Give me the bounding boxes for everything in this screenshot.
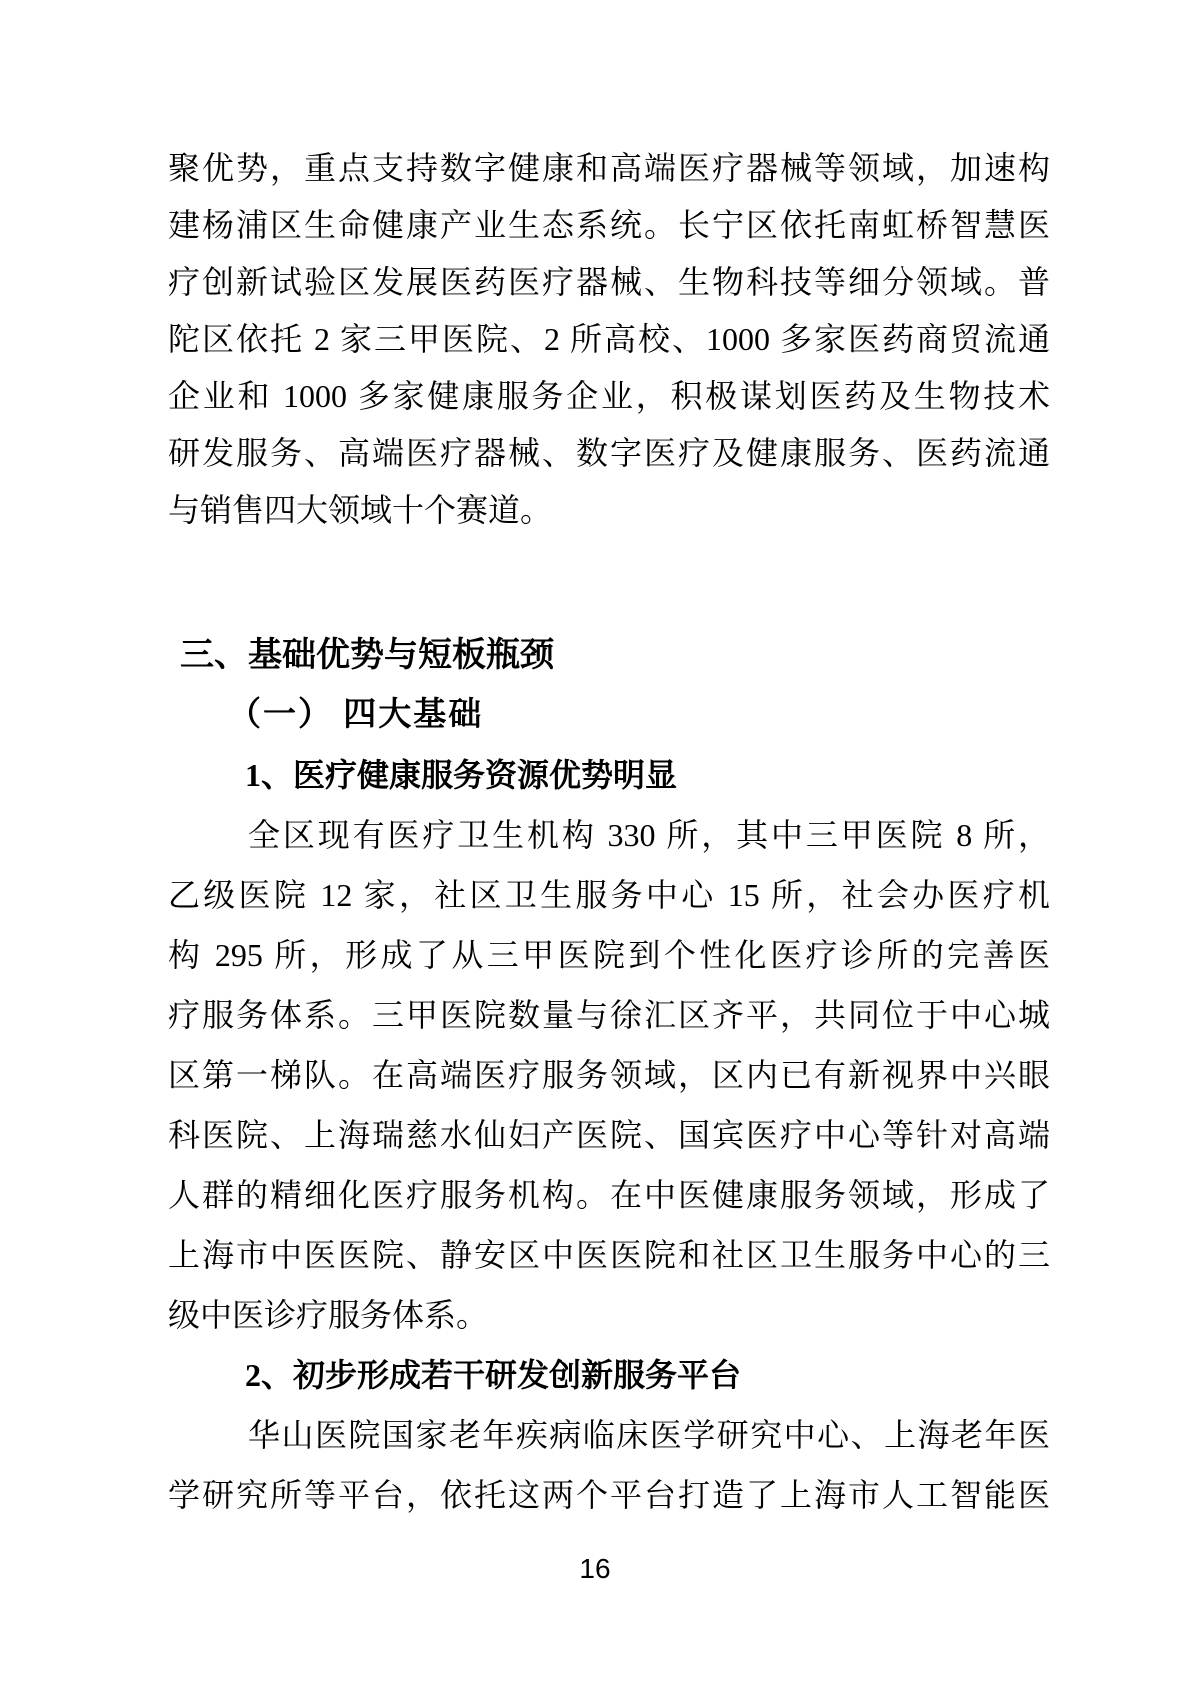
paragraph-line: 研发服务、高端医疗器械、数字医疗及健康服务、医药流通 — [168, 435, 1050, 471]
page-number: 16 — [579, 1553, 611, 1584]
paragraph-line: 华山医院国家老年疾病临床医学研究中心、上海老年医 — [248, 1417, 1050, 1453]
paragraph-line: 人群的精细化医疗服务机构。在中医健康服务领域，形成了 — [168, 1177, 1050, 1213]
section-heading: 三、基础优势与短板瓶颈 — [180, 636, 554, 674]
paragraph-line: 构 295 所，形成了从三甲医院到个性化医疗诊所的完善医 — [168, 937, 1050, 973]
paragraph-line: 聚优势，重点支持数字健康和高端医疗器械等领域，加速构 — [168, 150, 1050, 186]
item1-paragraph — [168, 805, 1050, 1345]
intro-paragraph — [168, 140, 1050, 539]
paragraph-line: 级中医诊疗服务体系。 — [168, 1297, 489, 1333]
paragraph-line: 乙级医院 12 家，社区卫生服务中心 15 所，社会办医疗机 — [168, 877, 1050, 913]
paragraph-line: 上海市中医医院、静安区中医医院和社区卫生服务中心的三 — [168, 1237, 1050, 1273]
paragraph-line: 建杨浦区生命健康产业生态系统。长宁区依托南虹桥智慧医 — [168, 207, 1050, 243]
paragraph-line: 疗服务体系。三甲医院数量与徐汇区齐平，共同位于中心城 — [168, 997, 1050, 1033]
paragraph-line: 陀区依托 2 家三甲医院、2 所高校、1000 多家医药商贸流通 — [168, 321, 1050, 357]
item1-heading: 1、医疗健康服务资源优势明显 — [245, 757, 678, 793]
paragraph-line: 与销售四大领域十个赛道。 — [168, 492, 553, 528]
section-basics — [168, 625, 1050, 1525]
paragraph-line: 科医院、上海瑞慈水仙妇产医院、国宾医疗中心等针对高端 — [168, 1117, 1050, 1153]
paragraph-line: 企业和 1000 多家健康服务企业，积极谋划医药及生物技术 — [168, 378, 1050, 414]
paragraph-line: 全区现有医疗卫生机构 330 所，其中三甲医院 8 所， — [248, 817, 1050, 853]
paragraph-line: 疗创新试验区发展医药医疗器械、生物科技等细分领域。普 — [168, 264, 1050, 300]
paragraph-line: 区第一梯队。在高端医疗服务领域，区内已有新视界中兴眼 — [168, 1057, 1050, 1093]
paragraph-line: 学研究所等平台，依托这两个平台打造了上海市人工智能医 — [168, 1477, 1050, 1513]
item2-heading: 2、初步形成若干研发创新服务平台 — [245, 1357, 742, 1393]
item2-paragraph — [168, 1405, 1050, 1525]
subsection-heading: （一） 四大基础 — [228, 697, 484, 733]
